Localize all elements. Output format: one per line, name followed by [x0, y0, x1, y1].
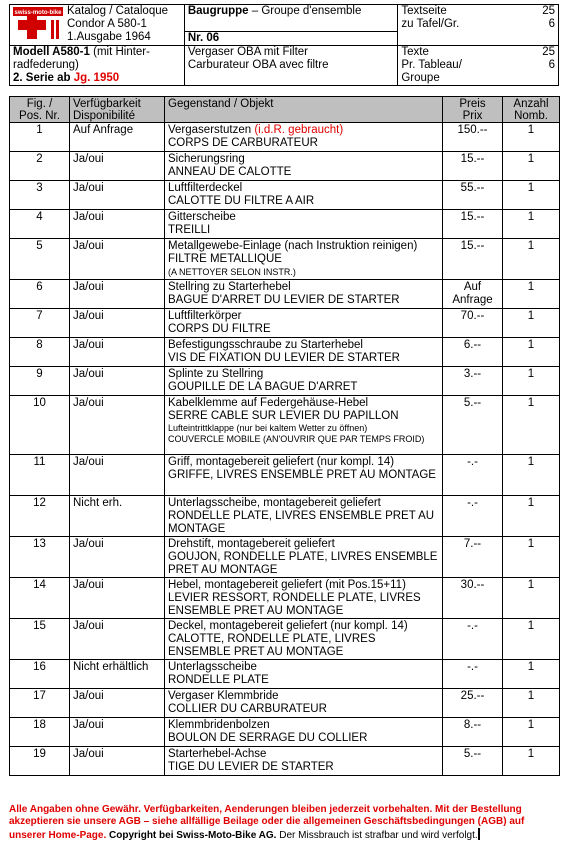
position-number: 17 — [10, 689, 70, 718]
item-name-de: Vergaser Klemmbride — [168, 690, 279, 702]
item-description — [165, 123, 443, 152]
availability: Ja/oui — [70, 619, 165, 660]
item-name-de: Unterlagsscheibe, montagebereit geliefert — [168, 497, 381, 509]
quantity: 1 — [503, 239, 560, 280]
parts-table — [9, 96, 560, 776]
item-extra-de: Lufteintrittklappe (nur bei kaltem Wetter zu öffnen) — [168, 423, 368, 433]
quantity: 1 — [503, 718, 560, 747]
item-name-de: Luftfilterdeckel — [168, 182, 243, 194]
position-number: 7 — [10, 309, 70, 338]
price: 5.-- — [443, 396, 503, 455]
baugruppe-rest: – Groupe d'ensemble — [251, 5, 362, 17]
tableau-label: Pr. Tableau/ — [401, 59, 462, 71]
quantity: 1 — [503, 496, 560, 537]
item-name-de: Gitterscheibe — [168, 211, 236, 223]
text-cursor — [478, 828, 480, 840]
quantity: 1 — [503, 152, 560, 181]
price: 30.-- — [443, 578, 503, 619]
quantity: 1 — [503, 210, 560, 239]
table-row — [10, 496, 560, 537]
item-description — [165, 496, 443, 537]
textseite-cell — [398, 5, 559, 46]
item-name-fr: CORPS DE CARBURATEUR — [168, 137, 318, 149]
item-description — [165, 660, 443, 689]
availability: Nicht erh. — [70, 496, 165, 537]
price: -.- — [443, 660, 503, 689]
modell-bold: Modell A580-1 — [13, 46, 90, 58]
availability: Ja/oui — [70, 718, 165, 747]
item-description — [165, 689, 443, 718]
texte-label: Texte — [401, 46, 429, 58]
col-quantity: Anzahl Nomb. — [503, 97, 560, 123]
col-price: Preis Prix — [443, 97, 503, 123]
quantity: 1 — [503, 455, 560, 496]
col-availability: Verfügbarkeit Disponibilité — [70, 97, 165, 123]
position-number: 6 — [10, 280, 70, 309]
quantity: 1 — [503, 280, 560, 309]
position-number: 8 — [10, 338, 70, 367]
item-description — [165, 537, 443, 578]
quantity: 1 — [503, 537, 560, 578]
availability: Ja/oui — [70, 338, 165, 367]
availability: Ja/oui — [70, 280, 165, 309]
item-fr-note: (A NETTOYER SELON INSTR.) — [168, 267, 296, 277]
price: -.- — [443, 619, 503, 660]
table-row — [10, 396, 560, 455]
quantity: 1 — [503, 578, 560, 619]
item-name-fr: LEVIER RESSORT, RONDELLE PLATE, LIVRES ENSEMBLE PRET AU MONTAGE — [168, 592, 421, 617]
price: 15.-- — [443, 239, 503, 280]
item-name-de: Kabelklemme auf Federgehäuse-Hebel — [168, 397, 369, 409]
price: Auf Anfrage — [443, 280, 503, 309]
item-name-fr: VIS DE FIXATION DU LEVIER DE STARTER — [168, 352, 400, 364]
desc-fr: Carburateur OBA avec filtre — [187, 59, 329, 71]
groupe-label: Groupe — [401, 72, 440, 84]
item-description — [165, 338, 443, 367]
item-description — [165, 718, 443, 747]
item-name-de: Hebel, montagebereit geliefert (mit Pos.15+11) — [168, 579, 406, 591]
item-description — [165, 152, 443, 181]
table-row — [10, 239, 560, 280]
table-row — [10, 123, 560, 152]
swiss-moto-bike-logo — [13, 7, 63, 42]
item-name-de: Splinte zu Stellring — [168, 368, 264, 380]
serie-bold: 2. Serie ab — [13, 72, 71, 84]
item-name-fr: GRIFFE, LIVRES ENSEMBLE PRET AU MONTAGE — [168, 469, 436, 481]
price: 6.-- — [443, 338, 503, 367]
table-header-row — [10, 97, 560, 123]
item-description — [165, 747, 443, 776]
position-number: 16 — [10, 660, 70, 689]
position-number: 18 — [10, 718, 70, 747]
item-description — [165, 210, 443, 239]
position-number: 12 — [10, 496, 70, 537]
item-description — [165, 367, 443, 396]
quantity: 1 — [503, 396, 560, 455]
table-row — [10, 152, 560, 181]
item-name-de: Klemmbridenbolzen — [168, 719, 270, 731]
position-number: 4 — [10, 210, 70, 239]
col-fig: Fig. / Pos. Nr. — [10, 97, 70, 123]
availability: Ja/oui — [70, 396, 165, 455]
availability: Ja/oui — [70, 367, 165, 396]
item-description — [165, 309, 443, 338]
price: 55.-- — [443, 181, 503, 210]
disclaimer-text: Alle Angaben ohne Gewähr. Verfügbarkeiten, Aenderungen bleiben jederzeit vorbehalten. Mit der Bestellung akzeptieren sie unsere AGB – siehe allfällige Beilage oder die allgemeinen Geschäftsbedingungen (AGB) auf unserer Home-Page. — [9, 804, 525, 841]
availability: Ja/oui — [70, 181, 165, 210]
item-name-de: Vergaserstutzen — [168, 124, 252, 136]
item-name-de: Drehstift, montagebereit geliefert — [168, 538, 335, 550]
price: 150.-- — [443, 123, 503, 152]
quantity: 1 — [503, 309, 560, 338]
item-description — [165, 239, 443, 280]
price: 3.-- — [443, 367, 503, 396]
table-row — [10, 210, 560, 239]
position-number: 1 — [10, 123, 70, 152]
item-name-fr: CALOTTE DU FILTRE A AIR — [168, 195, 315, 207]
item-description — [165, 181, 443, 210]
group-number: Nr. 06 — [187, 32, 220, 44]
col-item: Gegenstand / Objekt — [165, 97, 443, 123]
texte-value: 25 — [542, 46, 555, 58]
item-name-fr: TREILLI — [168, 224, 211, 236]
position-number: 5 — [10, 239, 70, 280]
availability: Ja/oui — [70, 689, 165, 718]
item-description — [165, 280, 443, 309]
position-number: 13 — [10, 537, 70, 578]
textseite-label: Textseite — [401, 5, 447, 17]
item-name-de: Sicherungsring — [168, 153, 245, 165]
availability: Ja/oui — [70, 152, 165, 181]
item-name-fr: GOUPILLE DE LA BAGUE D'ARRET — [168, 381, 358, 393]
copyright-rest: Der Missbrauch ist strafbar und wird verfolgt. — [279, 830, 478, 841]
copyright-text: Copyright bei Swiss-Moto-Bike AG. — [109, 830, 277, 841]
table-row — [10, 619, 560, 660]
item-description — [165, 619, 443, 660]
table-row — [10, 660, 560, 689]
price: 8.-- — [443, 718, 503, 747]
description-cell — [184, 46, 398, 86]
table-row — [10, 280, 560, 309]
item-name-fr: FILTRE METALLIQUE — [168, 253, 282, 265]
position-number: 3 — [10, 181, 70, 210]
ausgabe: 1.Ausgabe 1964 — [67, 31, 151, 43]
price: 5.-- — [443, 747, 503, 776]
position-number: 9 — [10, 367, 70, 396]
item-name-de: Griff, montagebereit geliefert (nur kompl. 14) — [168, 456, 395, 468]
serie-year: Jg. 1950 — [73, 72, 120, 84]
quantity: 1 — [503, 747, 560, 776]
position-number: 11 — [10, 455, 70, 496]
price: 7.-- — [443, 537, 503, 578]
item-description — [165, 396, 443, 455]
texte-cell — [398, 46, 559, 86]
item-name-de: Stellring zu Starterhebel — [168, 281, 291, 293]
nr-cell — [184, 32, 398, 46]
availability: Ja/oui — [70, 455, 165, 496]
item-note: (i.d.R. gebraucht) — [254, 124, 344, 136]
quantity: 1 — [503, 367, 560, 396]
model-code: Condor A 580-1 — [67, 18, 147, 30]
table-row — [10, 689, 560, 718]
modell-rest: (mit Hinter-radfederung) — [13, 46, 150, 71]
item-name-de: Luftfilterkörper — [168, 310, 242, 322]
position-number: 2 — [10, 152, 70, 181]
katalog-label: Katalog / Cataloque — [67, 5, 169, 17]
tableau-value: 6 — [548, 59, 555, 71]
item-name-fr: COLLIER DU CARBURATEUR — [168, 703, 327, 715]
svg-text:swiss-moto-bike: swiss-moto-bike — [14, 10, 62, 16]
item-name-de: Metallgewebe-Einlage (nach Instruktion reinigen) — [168, 240, 418, 252]
table-row — [10, 578, 560, 619]
item-name-fr: TIGE DU LEVIER DE STARTER — [168, 761, 334, 773]
catalog-cell — [10, 5, 185, 46]
position-number: 19 — [10, 747, 70, 776]
availability: Ja/oui — [70, 239, 165, 280]
item-name-fr: ANNEAU DE CALOTTE — [168, 166, 292, 178]
item-name-fr: CORPS DU FILTRE — [168, 323, 271, 335]
item-name-de: Befestigungsschraube zu Starterhebel — [168, 339, 363, 351]
price: 15.-- — [443, 210, 503, 239]
position-number: 10 — [10, 396, 70, 455]
header-table — [9, 4, 559, 86]
item-name-fr: SERRE CABLE SUR LEVIER DU PAPILLON — [168, 410, 399, 422]
table-row — [10, 718, 560, 747]
price: 70.-- — [443, 309, 503, 338]
desc-de: Vergaser OBA mit Filter — [187, 46, 309, 58]
quantity: 1 — [503, 181, 560, 210]
availability: Auf Anfrage — [70, 123, 165, 152]
availability: Ja/oui — [70, 210, 165, 239]
quantity: 1 — [503, 689, 560, 718]
table-row — [10, 181, 560, 210]
quantity: 1 — [503, 660, 560, 689]
baugruppe-cell — [184, 5, 398, 32]
tafel-value: 6 — [548, 18, 555, 30]
availability: Ja/oui — [70, 747, 165, 776]
price: -.- — [443, 496, 503, 537]
quantity: 1 — [503, 338, 560, 367]
textseite-value: 25 — [542, 5, 555, 17]
item-name-fr: BOULON DE SERRAGE DU COLLIER — [168, 732, 368, 744]
item-name-de: Deckel, montagebereit geliefert (nur kompl. 14) — [168, 620, 408, 632]
item-description — [165, 578, 443, 619]
item-description — [165, 455, 443, 496]
availability: Nicht erhältlich — [70, 660, 165, 689]
quantity: 1 — [503, 123, 560, 152]
item-name-fr: CALOTTE, RONDELLE PLATE, LIVRES ENSEMBLE PRET AU MONTAGE — [168, 633, 376, 658]
table-row — [10, 455, 560, 496]
position-number: 14 — [10, 578, 70, 619]
item-name-de: Starterhebel-Achse — [168, 748, 267, 760]
table-row — [10, 367, 560, 396]
modell-cell — [10, 46, 185, 86]
availability: Ja/oui — [70, 537, 165, 578]
table-row — [10, 747, 560, 776]
item-name-de: Unterlagsscheibe — [168, 661, 257, 673]
quantity: 1 — [503, 619, 560, 660]
availability: Ja/oui — [70, 578, 165, 619]
price: 25.-- — [443, 689, 503, 718]
table-row — [10, 309, 560, 338]
item-extra-fr: COUVERCLE MOBILE (AN'OUVRIR QUE PAR TEMPS FROID) — [168, 434, 425, 444]
price: 15.-- — [443, 152, 503, 181]
table-row — [10, 338, 560, 367]
item-name-fr: RONDELLE PLATE — [168, 674, 269, 686]
availability: Ja/oui — [70, 309, 165, 338]
footer-disclaimer — [9, 804, 559, 842]
table-row — [10, 537, 560, 578]
baugruppe-label: Baugruppe — [187, 5, 249, 17]
item-name-fr: BAGUE D'ARRET DU LEVIER DE STARTER — [168, 294, 400, 306]
item-name-fr: GOUJON, RONDELLE PLATE, LIVRES ENSEMBLE PRET AU MONTAGE — [168, 551, 438, 576]
item-name-fr: RONDELLE PLATE, LIVRES ENSEMBLE PRET AU MONTAGE — [168, 510, 435, 535]
position-number: 15 — [10, 619, 70, 660]
price: -.- — [443, 455, 503, 496]
tafel-label: zu Tafel/Gr. — [401, 18, 460, 30]
